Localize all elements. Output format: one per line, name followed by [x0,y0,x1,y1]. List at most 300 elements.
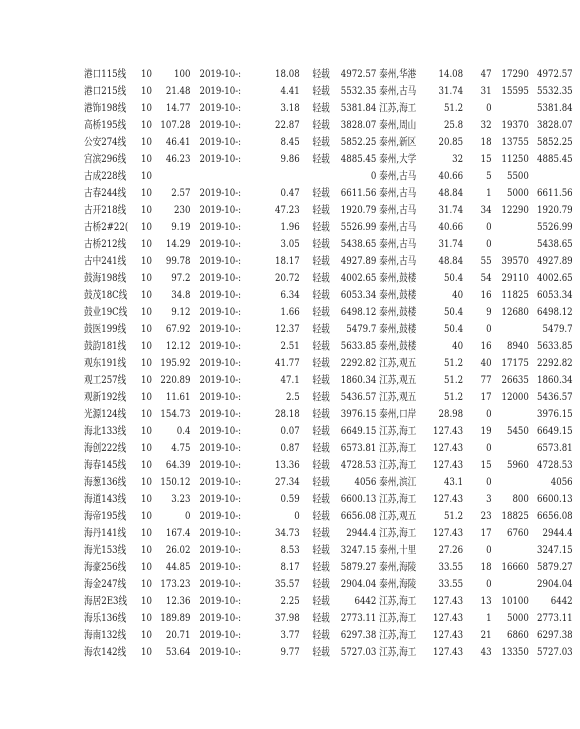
voltage-cell: 10 [141,459,153,471]
table-row [84,559,580,576]
table-row [84,627,580,644]
percent-cell: 40.66 [438,170,464,182]
remaining-capacity-cell: 4728.53 [536,459,573,471]
count-cell: 1 [486,187,492,199]
table-row [84,423,580,440]
table-row [84,168,580,185]
capacity-location-cell: 3828.07 泰州,周山 [340,119,416,131]
capacity-cell: 15595 [501,85,530,97]
line-name-cell: 古成228线 [84,170,127,182]
length-cell: 4.75 [170,442,191,454]
count-cell: 16 [480,289,492,301]
table-row [84,304,580,321]
percent-cell: 40 [452,340,464,352]
date-cell: 2019-10-: [199,510,242,522]
length-cell: 12.12 [165,340,191,352]
date-cell: 2019-10-: [199,425,242,437]
count-cell: 47 [480,68,492,80]
length-cell: 2.57 [170,187,191,199]
count-cell: 0 [486,476,492,488]
line-name-cell: 海创222线 [84,442,127,454]
remaining-capacity-cell: 4885.45 [536,153,573,165]
percent-cell: 127.43 [433,442,464,454]
length-cell: 34.8 [170,289,191,301]
date-cell: 2019-10-: [199,459,242,471]
date-cell: 2019-10-: [199,340,242,352]
capacity-location-cell: 0 泰州,古马 [370,170,416,182]
date-cell: 2019-10-: [199,323,242,335]
capacity-cell: 6760 [507,527,530,539]
capacity-location-cell: 6611.56 泰州,古马 [340,187,416,199]
count-cell: 0 [486,408,492,420]
voltage-cell: 10 [141,255,153,267]
load-level-cell: 轻载 [312,272,330,284]
capacity-location-cell: 5526.99 泰州,古马 [340,221,416,233]
line-name-cell: 鼓业19C线 [84,306,128,318]
percent-cell: 51.2 [444,102,464,114]
load-rate-cell: 3.77 [280,629,300,641]
date-cell: 2019-10-: [199,646,242,658]
count-cell: 40 [480,357,492,369]
date-cell: 2019-10-: [199,442,242,454]
length-cell: 230 [173,204,191,216]
table-row [84,66,580,83]
length-cell: 97.2 [170,272,191,284]
load-rate-cell: 28.18 [275,408,300,420]
percent-cell: 51.2 [444,374,464,386]
load-rate-cell: 6.34 [280,289,300,301]
capacity-cell: 5000 [507,612,530,624]
table-row [84,83,580,100]
table-row [84,525,580,542]
capacity-cell [496,440,529,457]
line-name-cell: 观东191线 [84,357,127,369]
capacity-cell: 13350 [501,646,530,658]
table-row [84,440,580,457]
capacity-cell [496,100,529,117]
date-cell: 2019-10-: [199,374,242,386]
count-cell: 16 [480,340,492,352]
length-cell: 189.89 [159,612,191,624]
load-level-cell: 轻载 [312,340,330,352]
load-rate-cell: 0.07 [280,425,300,437]
table-row [84,287,580,304]
length-cell: 167.4 [165,527,191,539]
percent-cell: 43.1 [444,476,464,488]
count-cell: 77 [480,374,492,386]
load-level-cell: 轻载 [312,408,330,420]
count-cell: 55 [480,255,492,267]
voltage-cell: 10 [141,272,153,284]
load-rate-cell: 0.59 [280,493,300,505]
line-name-cell: 鼓韵181线 [84,340,127,352]
load-rate-cell: 8.45 [280,136,300,148]
count-cell: 0 [486,221,492,233]
date-cell: 2019-10-: [199,578,242,590]
capacity-location-cell: 6600.13 江苏,海工 [340,493,416,505]
length-cell: 12.36 [165,595,191,607]
capacity-location-cell: 5532.35 泰州,古马 [340,85,416,97]
load-level-cell: 轻载 [312,85,330,97]
line-name-cell: 海农142线 [84,646,127,658]
table-row [84,134,580,151]
load-rate-cell: 41.77 [275,357,300,369]
remaining-capacity-cell: 6053.34 [536,289,573,301]
load-level-cell: 轻载 [312,425,330,437]
line-name-cell: 光源124线 [84,408,127,420]
table-row [84,576,580,593]
count-cell: 1 [486,612,492,624]
table-row [84,457,580,474]
length-cell: 154.73 [159,408,191,420]
load-level-cell: 轻载 [312,527,330,539]
capacity-cell: 17175 [501,357,530,369]
load-level-cell: 轻载 [312,68,330,80]
count-cell: 13 [480,595,492,607]
capacity-location-cell: 6649.15 江苏,海工 [340,425,416,437]
capacity-cell: 5450 [507,425,530,437]
length-cell: 0.4 [176,425,191,437]
voltage-cell: 10 [141,425,153,437]
voltage-cell: 10 [141,68,153,80]
voltage-cell: 10 [141,561,153,573]
voltage-cell: 10 [141,595,153,607]
length-cell: 99.78 [165,255,191,267]
capacity-location-cell: 6498.12 泰州,鼓楼 [340,306,416,318]
load-rate-cell: 9.77 [280,646,300,658]
length-cell: 107.28 [159,119,191,131]
capacity-location-cell: 5479.7 泰州,鼓楼 [345,323,416,335]
date-cell: 2019-10-: [199,527,242,539]
load-rate-cell: 4.41 [280,85,300,97]
percent-cell: 33.55 [438,578,464,590]
date-cell: 2019-10-: [199,238,242,250]
remaining-capacity-cell: 4927.89 [536,255,573,267]
capacity-location-cell: 1860.34 江苏,观五 [340,374,416,386]
load-level-cell: 轻载 [312,102,330,114]
capacity-cell [496,542,529,559]
voltage-cell: 10 [141,289,153,301]
length-cell: 9.19 [170,221,191,233]
table-row [84,593,580,610]
load-rate-cell: 8.53 [280,544,300,556]
percent-cell: 32 [452,153,464,165]
percent-cell: 51.2 [444,510,464,522]
capacity-cell: 10100 [501,595,530,607]
line-name-cell: 古桥212线 [84,238,127,250]
load-level-cell: 轻载 [312,238,330,250]
table-row [84,321,580,338]
table-row [84,270,580,287]
load-rate-cell: 9.86 [280,153,300,165]
capacity-location-cell: 2904.04 泰州,海陵 [340,578,416,590]
remaining-capacity-cell: 3976.15 [536,408,573,420]
voltage-cell: 10 [141,85,153,97]
count-cell: 34 [480,204,492,216]
load-rate-cell: 13.36 [275,459,300,471]
remaining-capacity-cell: 5526.99 [536,221,573,233]
load-rate-cell: 47.1 [280,374,300,386]
length-cell [157,168,190,185]
remaining-capacity-cell: 1920.79 [536,204,573,216]
count-cell: 0 [486,238,492,250]
load-level-cell: 轻载 [312,119,330,131]
load-rate-cell: 1.66 [280,306,300,318]
load-level-cell: 轻载 [312,391,330,403]
capacity-location-cell: 5438.65 泰州,古马 [340,238,416,250]
percent-cell: 33.55 [438,561,464,573]
line-name-cell: 宫滨296线 [84,153,127,165]
table-row [84,644,580,661]
table-row [84,100,580,117]
load-rate-cell: 27.34 [275,476,300,488]
line-name-cell: 港口115线 [84,68,127,80]
table-row [84,117,580,134]
percent-cell: 127.43 [433,646,464,658]
load-level-cell: 轻载 [312,561,330,573]
remaining-capacity-cell: 6442 [550,595,573,607]
line-name-cell: 港口215线 [84,85,127,97]
remaining-capacity-cell: 2944.4 [542,527,573,539]
percent-cell: 127.43 [433,527,464,539]
line-name-cell: 港饰198线 [84,102,127,114]
load-rate-cell: 20.72 [275,272,300,284]
load-level-cell: 轻载 [312,629,330,641]
voltage-cell: 10 [141,187,153,199]
load-level-cell: 轻载 [312,476,330,488]
line-name-cell: 海北133线 [84,425,127,437]
capacity-location-cell: 2292.82 江苏,观五 [340,357,416,369]
count-cell: 15 [480,459,492,471]
remaining-capacity-cell: 6611.56 [536,187,573,199]
count-cell: 19 [480,425,492,437]
load-rate-cell: 3.05 [280,238,300,250]
capacity-location-cell: 4728.53 江苏,海工 [340,459,416,471]
voltage-cell: 10 [141,136,153,148]
line-name-cell: 鼓海198线 [84,272,127,284]
length-cell: 3.23 [170,493,191,505]
load-level-cell: 轻载 [312,323,330,335]
remaining-capacity-cell: 3828.07 [536,119,573,131]
date-cell: 2019-10-: [199,85,242,97]
remaining-capacity-cell: 6573.81 [536,442,573,454]
remaining-capacity-cell: 6656.08 [536,510,573,522]
remaining-capacity-cell: 5633.85 [536,340,573,352]
count-cell: 5 [486,170,492,182]
line-name-cell: 高桥195线 [84,119,127,131]
load-rate-cell: 18.17 [275,255,300,267]
voltage-cell: 10 [141,221,153,233]
load-rate-cell: 18.08 [275,68,300,80]
remaining-capacity-cell: 4056 [550,476,573,488]
date-cell: 2019-10-: [199,306,242,318]
table-row [84,406,580,423]
percent-cell: 50.4 [444,323,464,335]
voltage-cell: 10 [141,629,153,641]
load-rate-cell [252,168,300,185]
load-rate-cell: 8.17 [280,561,300,573]
load-level-cell: 轻载 [312,204,330,216]
capacity-location-cell: 5852.25 泰州,新区 [340,136,416,148]
voltage-cell: 10 [141,102,153,114]
table-row [84,372,580,389]
capacity-location-cell: 6573.81 江苏,海工 [340,442,416,454]
capacity-location-cell: 3976.15 泰州,口岸 [340,408,416,420]
load-level-cell: 轻载 [312,510,330,522]
voltage-cell: 10 [141,493,153,505]
feeder-load-table [84,66,580,661]
line-name-cell: 鼓茂18C线 [84,289,128,301]
voltage-cell: 10 [141,476,153,488]
voltage-cell: 10 [141,544,153,556]
percent-cell: 51.2 [444,391,464,403]
count-cell: 0 [486,323,492,335]
line-name-cell: 古春244线 [84,187,127,199]
remaining-capacity-cell: 4972.57 [536,68,573,80]
length-cell: 11.61 [165,391,191,403]
line-name-cell: 海居2E3线 [84,595,128,607]
load-rate-cell: 0 [294,510,300,522]
capacity-cell: 12000 [501,391,530,403]
capacity-cell: 800 [512,493,530,505]
load-rate-cell: 2.25 [280,595,300,607]
count-cell: 9 [486,306,492,318]
load-rate-cell: 12.37 [275,323,300,335]
percent-cell: 127.43 [433,425,464,437]
capacity-cell: 16660 [501,561,530,573]
date-cell: 2019-10-: [199,493,242,505]
line-name-cell: 海春145线 [84,459,127,471]
voltage-cell: 10 [141,612,153,624]
capacity-cell [496,576,529,593]
voltage-cell: 10 [141,357,153,369]
voltage-cell: 10 [141,238,153,250]
voltage-cell: 10 [141,527,153,539]
voltage-cell: 10 [141,170,153,182]
capacity-location-cell: 5381.84 江苏,海工 [340,102,416,114]
line-name-cell: 观工257线 [84,374,127,386]
load-level-cell: 轻载 [312,595,330,607]
capacity-cell: 29110 [501,272,530,284]
capacity-location-cell: 6656.08 江苏,观五 [340,510,416,522]
table-row [84,236,580,253]
count-cell: 0 [486,544,492,556]
line-name-cell: 海道143线 [84,493,127,505]
voltage-cell: 10 [141,119,153,131]
capacity-cell: 19370 [501,119,530,131]
voltage-cell: 10 [141,306,153,318]
load-level-cell: 轻载 [312,221,330,233]
load-rate-cell: 34.73 [275,527,300,539]
voltage-cell: 10 [141,578,153,590]
load-rate-cell: 22.87 [275,119,300,131]
count-cell: 32 [480,119,492,131]
percent-cell: 127.43 [433,629,464,641]
voltage-cell: 10 [141,646,153,658]
load-rate-cell: 35.57 [275,578,300,590]
capacity-cell [496,474,529,491]
voltage-cell: 10 [141,510,153,522]
remaining-capacity-cell: 5532.35 [536,85,573,97]
load-level-cell: 轻载 [312,136,330,148]
line-name-cell: 海光153线 [84,544,127,556]
length-cell: 20.71 [165,629,191,641]
capacity-cell: 8940 [507,340,530,352]
capacity-cell: 11825 [501,289,530,301]
length-cell: 64.39 [165,459,191,471]
voltage-cell: 10 [141,408,153,420]
voltage-cell: 10 [141,323,153,335]
voltage-cell: 10 [141,153,153,165]
table-row [84,542,580,559]
line-name-cell: 海葱136线 [84,476,127,488]
count-cell: 0 [486,102,492,114]
length-cell: 0 [184,510,191,522]
table-row [84,491,580,508]
line-name-cell: 海金247线 [84,578,127,590]
line-name-cell: 公安274线 [84,136,127,148]
voltage-cell: 10 [141,340,153,352]
percent-cell: 127.43 [433,459,464,471]
percent-cell: 48.84 [438,255,464,267]
load-rate-cell: 1.96 [280,221,300,233]
capacity-cell [496,219,529,236]
table-row [84,474,580,491]
load-level-cell: 轻载 [312,187,330,199]
percent-cell: 127.43 [433,612,464,624]
remaining-capacity-cell: 6649.15 [536,425,573,437]
date-cell [197,168,242,185]
capacity-location-cell: 5879.27 泰州,海陵 [340,561,416,573]
load-level-cell: 轻载 [312,493,330,505]
capacity-location-cell: 1920.79 泰州,古马 [340,204,416,216]
table-row [84,610,580,627]
line-name-cell: 古桥2#22( [84,221,129,233]
percent-cell: 31.74 [438,204,464,216]
length-cell: 14.29 [165,238,191,250]
date-cell: 2019-10-: [199,187,242,199]
capacity-location-cell: 3247.15 泰州,十里 [340,544,416,556]
load-level-cell: 轻载 [312,374,330,386]
load-rate-cell: 2.51 [280,340,300,352]
capacity-cell: 18825 [501,510,530,522]
date-cell: 2019-10-: [199,102,242,114]
percent-cell: 127.43 [433,595,464,607]
percent-cell: 40.66 [438,221,464,233]
count-cell: 43 [480,646,492,658]
capacity-cell: 5960 [507,459,530,471]
table-row [84,338,580,355]
length-cell: 173.23 [159,578,191,590]
length-cell: 150.12 [159,476,191,488]
table-row [84,389,580,406]
capacity-location-cell: 2944.4 江苏,海工 [345,527,416,539]
count-cell: 15 [480,153,492,165]
length-cell: 26.02 [165,544,191,556]
table-row [84,185,580,202]
count-cell: 17 [480,391,492,403]
load-level-cell: 轻载 [312,578,330,590]
table-row [84,508,580,525]
capacity-cell: 6860 [507,629,530,641]
load-level-cell: 轻载 [312,646,330,658]
remaining-capacity-cell: 2292.82 [536,357,573,369]
load-rate-cell: 3.18 [280,102,300,114]
length-cell: 67.92 [165,323,191,335]
date-cell: 2019-10-: [199,272,242,284]
capacity-location-cell: 4002.65 泰州,鼓楼 [340,272,416,284]
voltage-cell: 10 [141,374,153,386]
